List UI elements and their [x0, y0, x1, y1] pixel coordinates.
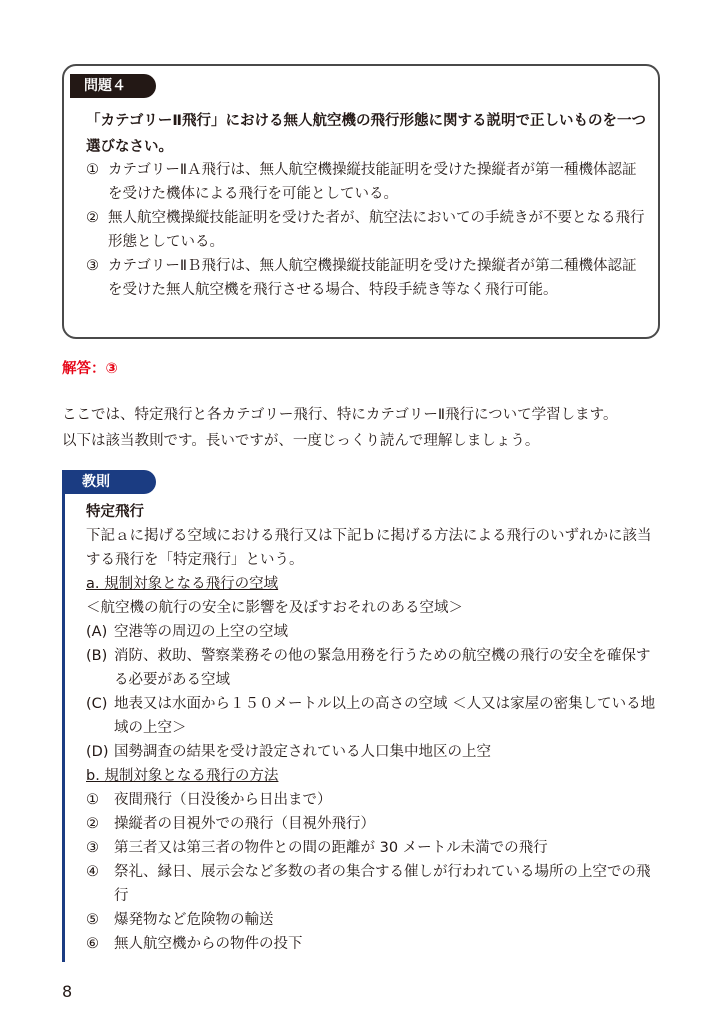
question-choices [86, 158, 646, 302]
item-mark: ③ [86, 840, 99, 856]
airspace-subtitle: ＜航空機の航行の安全に影響を及ぼすおそれのある空域＞ [86, 600, 463, 616]
airspace-item-c [86, 692, 656, 740]
item-text: 空港等の周辺の上空の空域 [114, 624, 288, 640]
choice-1 [86, 158, 646, 206]
choice-text: カテゴリーⅡＢ飛行は、無人航空機操縦技能証明を受けた操縦者が第二種機体認証を受けた無人航空機を飛行させる場合、特段手続き等なく飛行可能。 [108, 258, 637, 298]
airspace-item-a [86, 620, 656, 644]
choice-text: 無人航空機操縦技能証明を受けた者が、航空法においての手続きが不要となる飛行形態としている。 [108, 210, 645, 250]
rule-title: 特定飛行 [86, 504, 144, 520]
intro-line: ここでは、特定飛行と各カテゴリー飛行、特にカテゴリーⅡ飛行について学習します。 [62, 407, 618, 423]
item-mark: (C) [86, 696, 108, 712]
page-number: 8 [62, 982, 73, 1001]
question-label: 問題４ [70, 74, 156, 98]
item-mark: ⑤ [86, 912, 99, 928]
choice-2 [86, 206, 646, 254]
method-item-2 [86, 812, 656, 836]
choice-mark: ② [86, 210, 99, 226]
item-mark: (A) [86, 624, 108, 640]
item-mark: ② [86, 816, 99, 832]
choice-3 [86, 254, 646, 302]
item-mark: ① [86, 792, 99, 808]
method-item-6 [86, 932, 656, 956]
question-stem: 「カテゴリーⅡ飛行」における無人航空機の飛行形態に関する説明で正しいものを一つ選びなさい。 [86, 113, 646, 155]
item-text: 国勢調査の結果を受け設定されている人口集中地区の上空 [114, 744, 491, 760]
method-item-5 [86, 908, 656, 932]
item-text: 夜間飛行（日没後から日出まで） [114, 792, 332, 808]
rule-description: 下記ａに掲げる空域における飛行又は下記ｂに掲げる方法による飛行のいずれかに該当する飛行を「特定飛行」という。 [86, 528, 652, 568]
method-item-1 [86, 788, 656, 812]
method-heading: b. 規制対象となる飛行の方法 [86, 768, 279, 784]
answer: 解答：③ [62, 361, 118, 377]
intro-line: 以下は該当教則です。長いですが、一度じっくり読んで理解しましょう。 [62, 433, 540, 449]
intro-text [62, 402, 672, 454]
method-item-3 [86, 836, 656, 860]
airspace-item-b [86, 644, 656, 692]
airspace-item-d [86, 740, 656, 764]
rule-body [86, 500, 656, 956]
rule-label: 教則 [62, 470, 156, 494]
item-text: 祭礼、縁日、展示会など多数の者の集合する催しが行われている場所の上空での飛行 [114, 864, 651, 904]
choice-text: カテゴリーⅡＡ飛行は、無人航空機操縦技能証明を受けた操縦者が第一種機体認証を受けた機体による飛行を可能としている。 [108, 162, 637, 202]
item-mark: (B) [86, 648, 108, 664]
choice-mark: ③ [86, 258, 99, 274]
item-text: 消防、救助、警察業務その他の緊急用務を行うための航空機の飛行の安全を確保する必要がある空域 [114, 648, 651, 688]
item-text: 地表又は水面から１５０メートル以上の高さの空域 ＜人又は家屋の密集している地域の上空＞ [114, 696, 656, 736]
item-text: 第三者又は第三者の物件との間の距離が 30 メートル未満での飛行 [114, 840, 548, 856]
item-mark: ⑥ [86, 936, 99, 952]
item-text: 無人航空機からの物件の投下 [114, 936, 303, 952]
item-mark: ④ [86, 864, 99, 880]
item-text: 爆発物など危険物の輸送 [114, 912, 274, 928]
method-item-4 [86, 860, 656, 908]
rule-side-bar [62, 494, 65, 962]
airspace-heading: a. 規制対象となる飛行の空域 [86, 576, 279, 592]
choice-mark: ① [86, 162, 99, 178]
item-text: 操縦者の目視外での飛行（目視外飛行） [114, 816, 375, 832]
item-mark: (D) [86, 744, 109, 760]
